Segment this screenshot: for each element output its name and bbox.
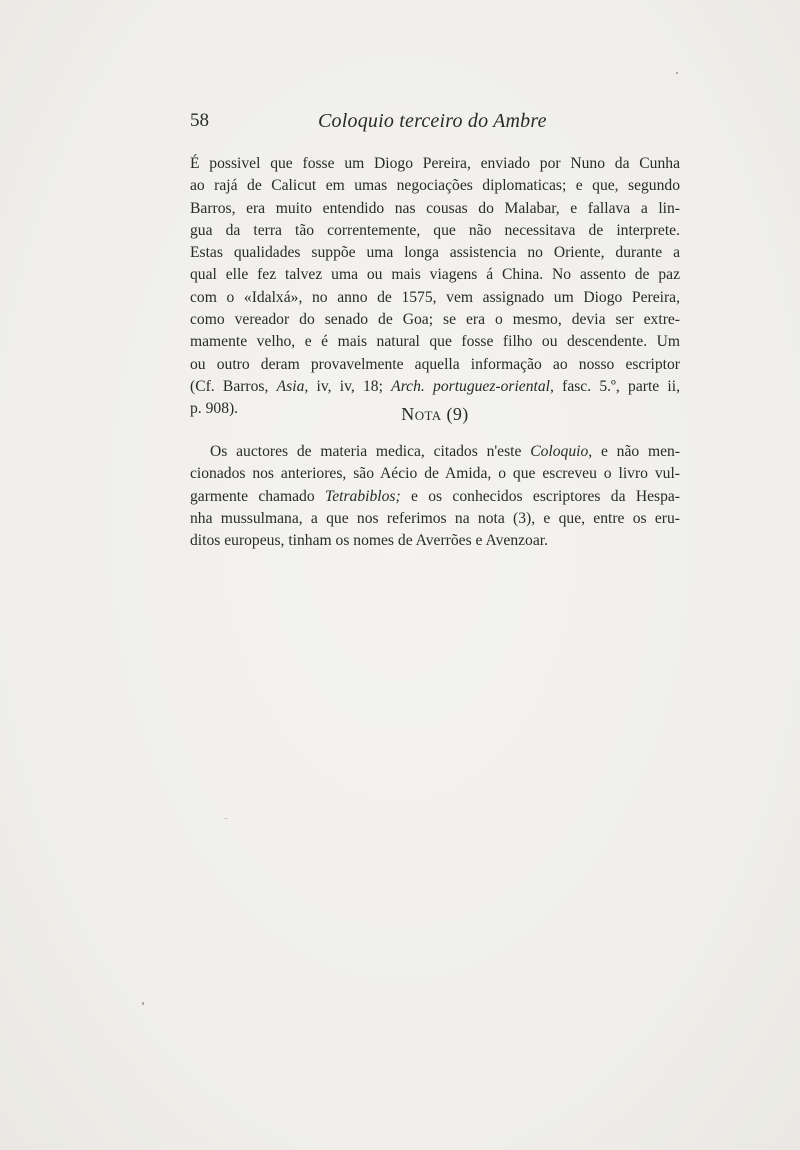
text-line: qual elle fez talvez uma ou mais viagens á China. No assento de paz: [190, 266, 680, 284]
text-line: [190, 486, 680, 508]
italic-tetrabiblos: Tetrabiblos;: [324, 487, 401, 505]
text-fragment: e os conhecidos escriptores da Hespa-: [400, 487, 680, 505]
note-label: Nota: [401, 404, 442, 424]
paper-speck: [224, 818, 228, 819]
citation-line: [190, 376, 680, 398]
note-number: (9): [446, 404, 469, 424]
citation-asia: Asia,: [276, 377, 309, 395]
paragraph-diogo-pereira: [190, 153, 680, 421]
page-header: [190, 110, 680, 140]
text-line: nha mussulmana, a que nos referimos na nota (3), e que, entre os eru-: [190, 509, 680, 527]
text-line: ou outro deram provavelmente aquella informação ao nosso escriptor: [190, 355, 680, 373]
citation-end: p. 908).: [190, 400, 239, 418]
paragraph-medical-authors: [190, 441, 680, 552]
text-line: ditos europeus, tinham os nomes de Averrões e Avenzoar.: [190, 532, 548, 550]
citation-asia-ref: iv, iv, 18;: [308, 377, 392, 395]
text-line: cionados nos anteriores, são Aécio de Amida, o que escreveu o livro vul-: [190, 465, 680, 483]
text-line: como vereador do senado de Goa; se era o mesmo, devia ser extre-: [190, 311, 680, 329]
text-line: mamente velho, e é mais natural que fosse filho ou descendente. Um: [190, 333, 680, 351]
note-heading: [190, 404, 680, 425]
text-line: Barros, era muito entendido nas cousas do Malabar, e fallava a lin-: [190, 199, 680, 217]
paper-speck: [142, 1002, 144, 1005]
text-line: com o «Idalxá», no anno de 1575, vem assignado um Diogo Pereira,: [190, 288, 680, 306]
text-line: ao rajá de Calicut em umas negociações diplomaticas; e que, segundo: [190, 177, 680, 195]
page-number: 58: [190, 110, 209, 131]
citation-archive: Arch. portuguez-oriental,: [391, 377, 554, 395]
text-fragment: Os auctores de materia medica, citados n'este: [210, 443, 531, 460]
text-fragment: e não men-: [592, 443, 680, 460]
paper-speck: [676, 72, 678, 74]
text-line: É possivel que fosse um Diogo Pereira, enviado por Nuno da Cunha: [190, 155, 680, 172]
citation-prefix: (Cf. Barros,: [190, 377, 277, 395]
running-title: Coloquio terceiro do Ambre: [318, 110, 547, 132]
citation-archive-ref: fasc. 5.º, parte ii,: [553, 377, 680, 395]
text-line: gua da terra tão correntemente, que não necessitava de interprete.: [190, 221, 680, 239]
text-fragment: garmente chamado: [190, 487, 325, 505]
italic-coloquio: Coloquio,: [530, 443, 593, 460]
text-line: [190, 441, 680, 463]
text-line: Estas qualidades suppõe uma longa assistencia no Oriente, durante a: [190, 244, 680, 262]
